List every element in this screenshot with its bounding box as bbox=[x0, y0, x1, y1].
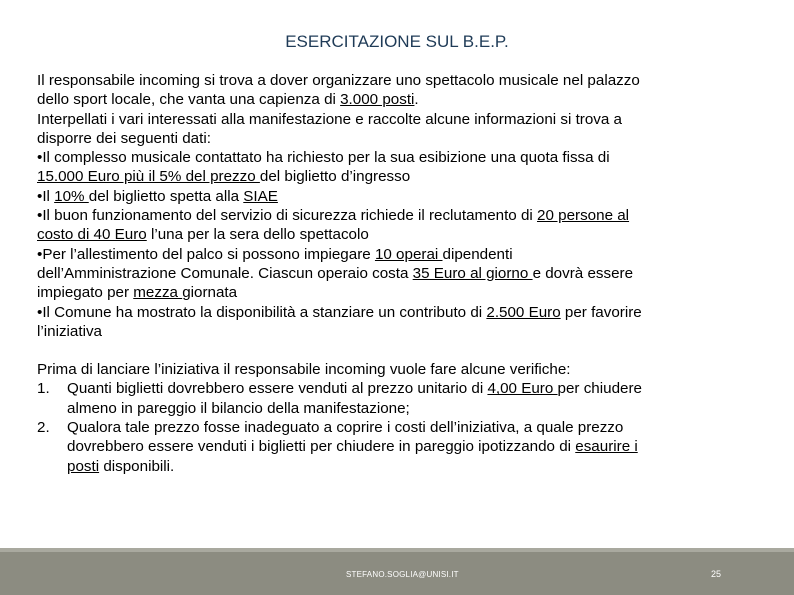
question-line: almeno in pareggio il bilancio della manifestazione; bbox=[67, 399, 410, 417]
bullet-stage-cont: dell’Amministrazione Comunale. Ciascun operaio costa 35 Euro al giorno e dovrà essere bbox=[37, 264, 634, 282]
slide-body bbox=[37, 71, 757, 476]
question-1 bbox=[37, 379, 757, 418]
footer-bar bbox=[0, 548, 794, 595]
checks-intro: Prima di lanciare l’iniziativa il responsabile incoming vuole fare alcune verifiche: bbox=[37, 361, 571, 379]
question-number: 2. bbox=[37, 419, 50, 437]
bullet-security-cont: costo di 40 Euro l’una per la sera dello spettacolo bbox=[37, 226, 369, 244]
intro-line: Interpellati i vari interessati alla manifestazione e raccolte alcune informazioni si trova a bbox=[37, 110, 623, 128]
intro-line: disporre dei seguenti dati: bbox=[37, 129, 211, 147]
bullet-band-fee-cont: 15.000 Euro più il 5% del prezzo del biglietto d’ingresso bbox=[37, 168, 411, 186]
footer-divider bbox=[0, 548, 794, 552]
bullet-stage-cont: impiegato per mezza giornata bbox=[37, 284, 238, 302]
author-email: STEFANO.SOGLIA@UNISI.IT bbox=[346, 570, 459, 579]
question-line: posti disponibili. bbox=[67, 457, 175, 475]
question-line: Qualora tale prezzo fosse inadeguato a coprire i costi dell’iniziativa, a quale prezzo bbox=[67, 419, 624, 437]
question-line: Quanti biglietti dovrebbero essere venduti al prezzo unitario di 4,00 Euro per chiudere bbox=[67, 380, 642, 398]
bullet-security: •Il buon funzionamento del servizio di sicurezza richiede il reclutamento di 20 persone al bbox=[37, 207, 630, 225]
capacity-value: 3.000 posti bbox=[340, 91, 415, 109]
bullet-contribution-cont: l’iniziativa bbox=[37, 322, 102, 340]
intro-line: dello sport locale, che vanta una capienza di 3.000 posti. bbox=[37, 91, 419, 109]
question-line: dovrebbero essere venduti i biglietti per chiudere in pareggio ipotizzando di esaurire i bbox=[67, 438, 638, 456]
bullet-stage: •Per l’allestimento del palco si possono impiegare 10 operai dipendenti bbox=[37, 245, 513, 263]
bullet-band-fee: •Il complesso musicale contattato ha richiesto per la sua esibizione una quota fissa di bbox=[37, 149, 610, 167]
intro-line: Il responsabile incoming si trova a dover organizzare uno spettacolo musicale nel palazzo bbox=[37, 72, 640, 89]
question-number: 1. bbox=[37, 380, 50, 398]
bullet-siae: •Il 10% del biglietto spetta alla SIAE bbox=[37, 187, 278, 205]
bullet-contribution: •Il Comune ha mostrato la disponibilità a stanziare un contributo di 2.500 Euro per favorire bbox=[37, 303, 642, 321]
question-2 bbox=[37, 418, 757, 476]
page-number: 25 bbox=[711, 569, 722, 579]
slide-title: ESERCITAZIONE SUL B.E.P. bbox=[285, 32, 509, 51]
paragraph-spacer bbox=[37, 341, 757, 360]
